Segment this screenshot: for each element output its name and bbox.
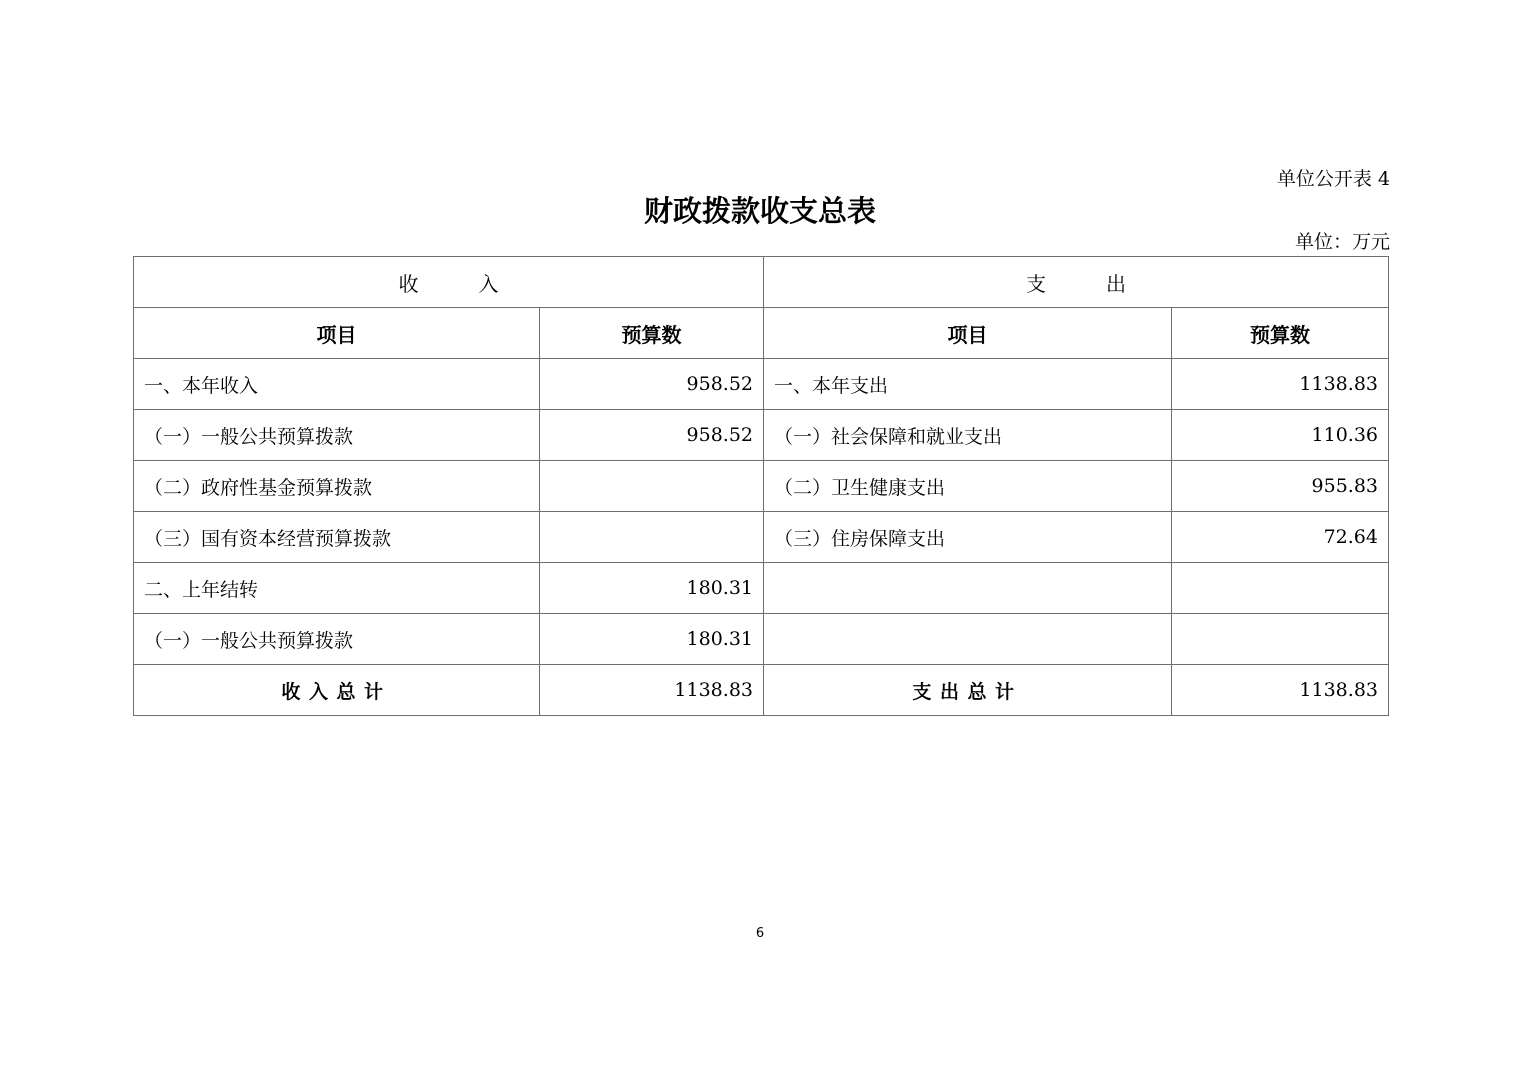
expense-value-cell: 955.83: [1172, 461, 1389, 512]
expense-value-cell: [1172, 563, 1389, 614]
expense-item-cell: 一、本年支出: [764, 359, 1172, 410]
table-row: [134, 614, 1389, 665]
expense-budget-column-header: 预算数: [1172, 308, 1389, 359]
page-title: 财政拨款收支总表: [643, 194, 876, 228]
income-section-header: 收 入: [134, 257, 764, 308]
income-item-cell: （一）一般公共预算拨款: [134, 614, 540, 665]
table-row: [134, 359, 1389, 410]
income-value-cell: [540, 512, 764, 563]
income-item-cell: 一、本年收入: [134, 359, 540, 410]
expense-item-column-header: 项目: [764, 308, 1172, 359]
expense-total-label: 支出总计: [764, 665, 1172, 716]
income-item-cell: （二）政府性基金预算拨款: [134, 461, 540, 512]
income-value-cell: 180.31: [540, 563, 764, 614]
table-row: [134, 410, 1389, 461]
table-number-label: 单位公开表 4: [1276, 168, 1390, 190]
income-value-cell: 958.52: [540, 359, 764, 410]
expense-item-cell: （二）卫生健康支出: [764, 461, 1172, 512]
column-header-row: [134, 308, 1389, 359]
expense-value-cell: [1172, 614, 1389, 665]
income-value-cell: 180.31: [540, 614, 764, 665]
table-row: [134, 563, 1389, 614]
income-value-cell: [540, 461, 764, 512]
expense-value-cell: 72.64: [1172, 512, 1389, 563]
income-total-label: 收入总计: [134, 665, 540, 716]
expense-total-value: 1138.83: [1172, 665, 1389, 716]
unit-label: 单位：万元: [1294, 231, 1390, 253]
table-row: [134, 512, 1389, 563]
income-value-cell: 958.52: [540, 410, 764, 461]
expense-item-cell: （一）社会保障和就业支出: [764, 410, 1172, 461]
income-item-column-header: 项目: [134, 308, 540, 359]
income-budget-column-header: 预算数: [540, 308, 764, 359]
expense-section-header: 支 出: [764, 257, 1389, 308]
total-row: [134, 665, 1389, 716]
table-row: [134, 461, 1389, 512]
income-item-cell: （一）一般公共预算拨款: [134, 410, 540, 461]
expense-value-cell: 1138.83: [1172, 359, 1389, 410]
expense-item-cell: （三）住房保障支出: [764, 512, 1172, 563]
income-item-cell: （三）国有资本经营预算拨款: [134, 512, 540, 563]
budget-table: [133, 256, 1389, 716]
expense-item-cell: [764, 563, 1172, 614]
expense-value-cell: 110.36: [1172, 410, 1389, 461]
income-total-value: 1138.83: [540, 665, 764, 716]
expense-item-cell: [764, 614, 1172, 665]
page-number: 6: [755, 926, 765, 941]
section-header-row: [134, 257, 1389, 308]
income-item-cell: 二、上年结转: [134, 563, 540, 614]
